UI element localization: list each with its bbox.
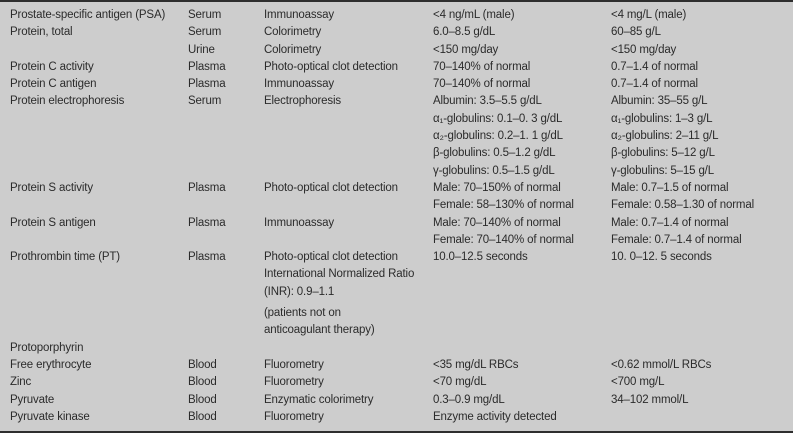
cell-conventional_units bbox=[433, 215, 611, 250]
cell-line: Female: 0.7–1.4 of normal bbox=[611, 233, 742, 246]
cell-conventional_units bbox=[433, 24, 611, 41]
cell-conventional_units bbox=[433, 374, 611, 391]
cell-line: β-globulins: 0.5–1.2 g/dL bbox=[433, 147, 556, 160]
table-row bbox=[0, 76, 793, 93]
cell-conventional_units bbox=[433, 357, 611, 374]
cell-line: Electrophoresis bbox=[264, 95, 342, 108]
cell-test bbox=[0, 249, 188, 339]
cell-test bbox=[0, 7, 188, 24]
cell-specimen bbox=[188, 76, 264, 93]
cell-conventional_units bbox=[433, 7, 611, 24]
cell-conventional_units bbox=[433, 409, 611, 426]
cell-specimen bbox=[188, 249, 264, 339]
table-row bbox=[0, 93, 793, 179]
cell-method bbox=[264, 59, 433, 76]
cell-si_units bbox=[611, 24, 793, 41]
cell-line: <4 ng/mL (male) bbox=[433, 9, 515, 21]
cell-si_units bbox=[611, 59, 793, 76]
cell-conventional_units bbox=[433, 340, 611, 357]
cell-line: Urine bbox=[188, 43, 215, 56]
cell-line: Protein electrophoresis bbox=[10, 95, 125, 108]
cell-method bbox=[264, 392, 433, 409]
cell-line: 34–102 mmol/L bbox=[611, 393, 689, 406]
cell-test bbox=[0, 215, 188, 250]
cell-line: 10.0–12.5 seconds bbox=[433, 251, 528, 264]
cell-specimen bbox=[188, 357, 264, 374]
cell-line: Prostate-specific antigen (PSA) bbox=[10, 9, 166, 21]
cell-line: Plasma bbox=[188, 60, 226, 73]
cell-line: Blood bbox=[188, 393, 217, 406]
cell-line: α₂-globulins: 2–11 g/L bbox=[611, 130, 719, 143]
cell-line: Immunoassay bbox=[264, 78, 334, 91]
cell-line: 70–140% of normal bbox=[433, 60, 531, 73]
cell-line: Protoporphyrin bbox=[10, 341, 84, 354]
cell-line: Blood bbox=[188, 376, 217, 389]
cell-line: 0.3–0.9 mg/dL bbox=[433, 393, 505, 406]
cell-specimen bbox=[188, 180, 264, 215]
cell-test bbox=[0, 76, 188, 93]
cell-line: Female: 58–130% of normal bbox=[433, 199, 574, 212]
table-row bbox=[0, 392, 793, 409]
cell-line: Immunoassay bbox=[264, 216, 334, 229]
cell-specimen bbox=[188, 340, 264, 357]
cell-method bbox=[264, 374, 433, 391]
cell-line: β-globulins: 5–12 g/L bbox=[611, 147, 715, 160]
cell-si_units bbox=[611, 76, 793, 93]
cell-line: Pyruvate bbox=[10, 393, 55, 406]
cell-si_units bbox=[611, 357, 793, 374]
table-row bbox=[0, 42, 793, 59]
cell-method bbox=[264, 76, 433, 93]
cell-method bbox=[264, 180, 433, 215]
cell-specimen bbox=[188, 7, 264, 24]
cell-conventional_units bbox=[433, 59, 611, 76]
cell-method bbox=[264, 24, 433, 41]
table-row bbox=[0, 7, 793, 24]
table-row bbox=[0, 249, 793, 339]
cell-conventional_units bbox=[433, 392, 611, 409]
cell-test bbox=[0, 93, 188, 179]
cell-test bbox=[0, 357, 188, 374]
cell-method bbox=[264, 409, 433, 426]
cell-line: Enzymatic colorimetry bbox=[264, 393, 374, 406]
cell-si_units bbox=[611, 7, 793, 24]
cell-line: Male: 70–140% of normal bbox=[433, 216, 561, 229]
cell-line: Protein S activity bbox=[10, 181, 93, 194]
cell-conventional_units bbox=[433, 249, 611, 339]
cell-line: Serum bbox=[188, 9, 222, 21]
cell-line: <4 mg/L (male) bbox=[611, 9, 687, 21]
cell-specimen bbox=[188, 392, 264, 409]
cell-line: Female: 70–140% of normal bbox=[433, 233, 574, 246]
cell-line: Photo-optical clot detection bbox=[264, 251, 398, 264]
cell-line: <150 mg/day bbox=[611, 43, 677, 56]
cell-line: <0.62 mmol/L RBCs bbox=[611, 358, 712, 371]
cell-line: Serum bbox=[188, 26, 222, 39]
cell-line: Plasma bbox=[188, 181, 226, 194]
cell-line: Plasma bbox=[188, 251, 226, 264]
cell-test bbox=[0, 180, 188, 215]
cell-si_units bbox=[611, 374, 793, 391]
cell-line: 10. 0–12. 5 seconds bbox=[611, 251, 712, 264]
cell-si_units bbox=[611, 409, 793, 426]
cell-line: Protein S antigen bbox=[10, 216, 96, 229]
cell-specimen bbox=[188, 42, 264, 59]
cell-si_units bbox=[611, 180, 793, 215]
cell-line: Prothrombin time (PT) bbox=[10, 251, 120, 264]
cell-line: Male: 0.7–1.5 of normal bbox=[611, 181, 729, 194]
table-row bbox=[0, 409, 793, 426]
cell-specimen bbox=[188, 59, 264, 76]
table-row bbox=[0, 24, 793, 41]
cell-si_units bbox=[611, 340, 793, 357]
cell-si_units bbox=[611, 42, 793, 59]
lab-table-body bbox=[0, 7, 793, 426]
cell-line: 60–85 g/L bbox=[611, 26, 661, 39]
cell-line: <150 mg/day bbox=[433, 43, 499, 56]
cell-line: 0.7–1.4 of normal bbox=[611, 60, 698, 73]
cell-line: (patients not on bbox=[264, 307, 341, 320]
cell-method bbox=[264, 93, 433, 179]
cell-line: Fluorometry bbox=[264, 376, 324, 389]
cell-test bbox=[0, 59, 188, 76]
cell-conventional_units bbox=[433, 42, 611, 59]
cell-specimen bbox=[188, 374, 264, 391]
cell-line: <70 mg/dL bbox=[433, 376, 487, 389]
cell-specimen bbox=[188, 24, 264, 41]
cell-line: Protein C activity bbox=[10, 60, 94, 73]
cell-line: Male: 70–150% of normal bbox=[433, 181, 561, 194]
table-row bbox=[0, 357, 793, 374]
cell-conventional_units bbox=[433, 76, 611, 93]
cell-line: Male: 0.7–1.4 of normal bbox=[611, 216, 729, 229]
cell-line: Free erythrocyte bbox=[10, 358, 92, 371]
cell-line: α₂-globulins: 0.2–1. 1 g/dL bbox=[433, 130, 563, 143]
cell-line: γ-globulins: 0.5–1.5 g/dL bbox=[433, 164, 555, 177]
cell-method bbox=[264, 42, 433, 59]
table-row bbox=[0, 374, 793, 391]
cell-line: 70–140% of normal bbox=[433, 78, 531, 91]
cell-test bbox=[0, 42, 188, 59]
cell-method bbox=[264, 7, 433, 24]
cell-line: Plasma bbox=[188, 216, 226, 229]
cell-line: Albumin: 3.5–5.5 g/dL bbox=[433, 95, 542, 108]
cell-line: Pyruvate kinase bbox=[10, 410, 90, 423]
cell-specimen bbox=[188, 409, 264, 426]
table-row bbox=[0, 59, 793, 76]
cell-line: Photo-optical clot detection bbox=[264, 60, 398, 73]
cell-line: Female: 0.58–1.30 of normal bbox=[611, 199, 754, 212]
cell-line: Fluorometry bbox=[264, 410, 324, 423]
cell-line: Plasma bbox=[188, 78, 226, 91]
cell-line: Blood bbox=[188, 358, 217, 371]
lab-values-table bbox=[0, 7, 793, 426]
cell-line: International Normalized Ratio bbox=[264, 268, 415, 281]
cell-line: Protein, total bbox=[10, 26, 73, 39]
cell-line: Fluorometry bbox=[264, 358, 324, 371]
cell-specimen bbox=[188, 215, 264, 250]
cell-line: Protein C antigen bbox=[10, 78, 97, 91]
cell-line: 6.0–8.5 g/dL bbox=[433, 26, 496, 39]
table-row bbox=[0, 215, 793, 250]
cell-si_units bbox=[611, 392, 793, 409]
cell-line: γ-globulins: 5–15 g/L bbox=[611, 164, 714, 177]
cell-line: <35 mg/dL RBCs bbox=[433, 358, 519, 371]
cell-line: Colorimetry bbox=[264, 26, 322, 39]
cell-line: anticoagulant therapy) bbox=[264, 324, 375, 337]
cell-line: Zinc bbox=[10, 376, 32, 389]
cell-line: Serum bbox=[188, 95, 222, 108]
cell-method bbox=[264, 357, 433, 374]
cell-line: Albumin: 35–55 g/L bbox=[611, 95, 708, 108]
cell-line: (INR): 0.9–1.1 bbox=[264, 285, 335, 298]
cell-line: <700 mg/L bbox=[611, 376, 665, 389]
cell-line: Immunoassay bbox=[264, 9, 334, 21]
cell-line: α₁-globulins: 0.1–0. 3 g/dL bbox=[433, 112, 563, 125]
cell-line: Photo-optical clot detection bbox=[264, 181, 398, 194]
cell-test bbox=[0, 392, 188, 409]
cell-si_units bbox=[611, 93, 793, 179]
cell-line: 0.7–1.4 of normal bbox=[611, 78, 698, 91]
cell-conventional_units bbox=[433, 93, 611, 179]
cell-method bbox=[264, 215, 433, 250]
cell-line: Blood bbox=[188, 410, 217, 423]
cell-line: Colorimetry bbox=[264, 43, 322, 56]
cell-line: Enzyme activity detected bbox=[433, 410, 557, 423]
cell-test bbox=[0, 409, 188, 426]
cell-method bbox=[264, 249, 433, 339]
cell-si_units bbox=[611, 249, 793, 339]
cell-specimen bbox=[188, 93, 264, 179]
cell-method bbox=[264, 340, 433, 357]
cell-test bbox=[0, 24, 188, 41]
cell-test bbox=[0, 374, 188, 391]
table-row bbox=[0, 340, 793, 357]
cell-line: α₁-globulins: 1–3 g/L bbox=[611, 112, 713, 125]
cell-test bbox=[0, 340, 188, 357]
table-row bbox=[0, 180, 793, 215]
cell-conventional_units bbox=[433, 180, 611, 215]
cell-si_units bbox=[611, 215, 793, 250]
